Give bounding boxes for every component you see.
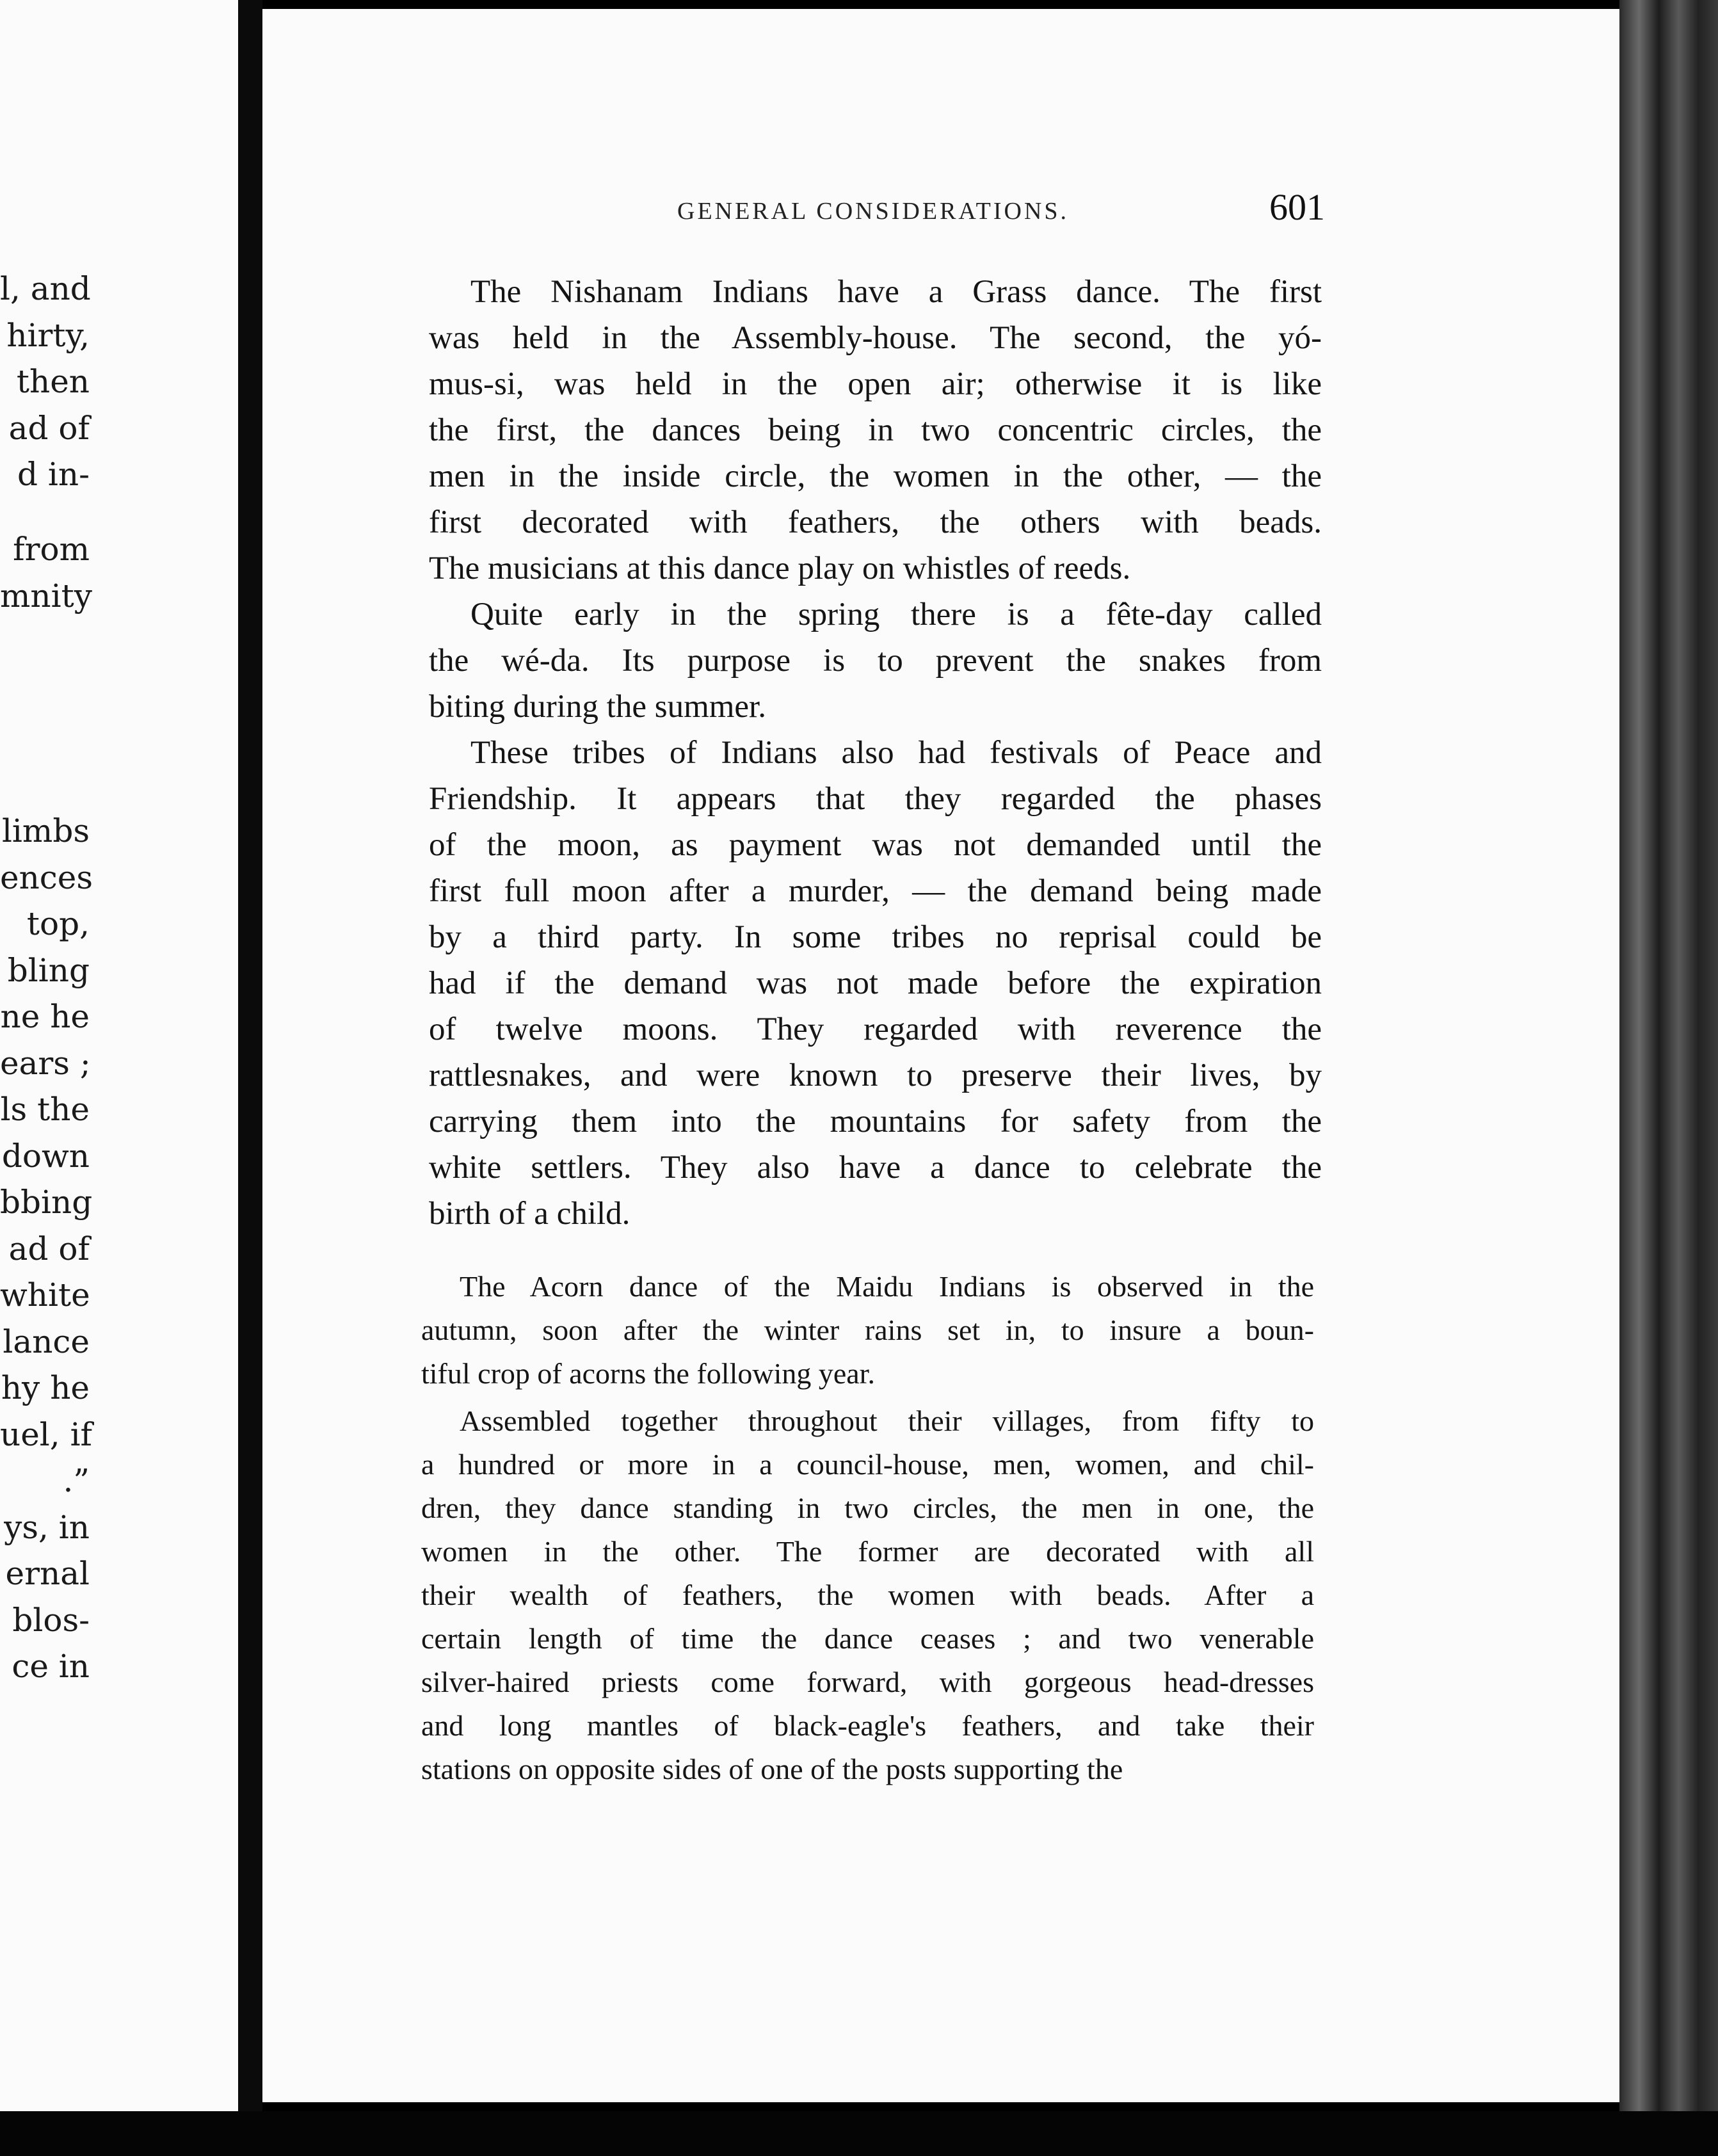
text-line: by a third party. In some tribes no reprisal could be (429, 919, 1322, 955)
left-fragment-line: ne he (0, 998, 90, 1035)
left-fragment-line: ls the (0, 1091, 90, 1128)
left-fragment-line: uel, if (0, 1415, 93, 1453)
text-line: of the moon, as payment was not demanded until the (429, 827, 1322, 863)
text-line: Quite early in the spring there is a fête-day called (470, 597, 1322, 632)
text-line: women in the other. The former are decorated with all (421, 1535, 1314, 1568)
text-line: The musicians at this dance play on whistles of reeds. (429, 551, 1131, 586)
text-line: rattlesnakes, and were known to preserve their lives, by (429, 1058, 1322, 1093)
paragraph (421, 1265, 1314, 1396)
text-line: a hundred or more in a council-house, men, women, and chil- (421, 1448, 1314, 1481)
left-fragment-line: .” (63, 1462, 90, 1499)
body-text-large (429, 269, 1322, 1237)
left-fragment-line: white (0, 1276, 90, 1314)
text-line: Friendship. It appears that they regarded the phases (429, 781, 1322, 817)
text-line: the wé-da. Its purpose is to prevent the snakes from (429, 643, 1322, 679)
text-line: autumn, soon after the winter rains set in, to insure a boun- (421, 1314, 1314, 1346)
paragraph (429, 591, 1322, 730)
paragraph (429, 730, 1322, 1237)
left-fragment-line: mnity (0, 577, 92, 615)
text-line: of twelve moons. They regarded with reverence the (429, 1011, 1322, 1047)
text-line: tiful crop of acorns the following year. (421, 1357, 875, 1390)
text-line: These tribes of Indians also had festivals of Peace and (470, 735, 1322, 771)
left-fragment-line: ad of (8, 1230, 90, 1267)
text-line: and long mantles of black-eagle's feathers, and take their (421, 1709, 1314, 1742)
text-line: The Acorn dance of the Maidu Indians is observed in the (460, 1270, 1314, 1303)
left-page (0, 0, 238, 2132)
left-fragments-1 (0, 266, 90, 498)
text-line: the first, the dances being in two concentric circles, the (429, 412, 1322, 448)
book-gutter (238, 0, 262, 2156)
text-line: Assembled together throughout their villages, from fifty to (460, 1404, 1314, 1437)
text-line: first decorated with feathers, the others with beads. (429, 504, 1322, 540)
left-fragment-line: d in- (17, 456, 90, 493)
left-fragments-2 (0, 526, 90, 619)
text-line: biting during the summer. (429, 689, 766, 725)
text-line: their wealth of feathers, the women with beads. After a (421, 1579, 1314, 1611)
text-line: silver-haired priests come forward, with gorgeous head-dresses (421, 1666, 1314, 1698)
left-fragment-line: ears ; (0, 1044, 91, 1082)
paragraph (421, 1399, 1314, 1791)
left-fragment-line: ce in (12, 1648, 90, 1685)
page-header (416, 186, 1325, 237)
book-edge (1619, 0, 1718, 2156)
body-text-small (421, 1265, 1314, 1795)
text-line: men in the inside circle, the women in the other, — the (429, 458, 1322, 494)
left-fragment-line: ad of (8, 409, 90, 447)
left-fragment-line: lance (3, 1323, 90, 1360)
left-fragment-line: ernal (5, 1555, 90, 1592)
left-fragment-line: l, and (0, 270, 91, 307)
page-number: 601 (1269, 186, 1325, 228)
running-head: GENERAL CONSIDERATIONS. (677, 198, 1070, 225)
left-fragments-3 (0, 808, 93, 1690)
text-line: was held in the Assembly-house. The second, the yó- (429, 320, 1322, 356)
left-fragment-line: bling (7, 951, 90, 989)
left-fragment-line: from (13, 531, 90, 568)
left-fragment-line: bbing (0, 1184, 93, 1221)
left-fragment-line: then (16, 363, 90, 400)
text-line: white settlers. They also have a dance to celebrate the (429, 1150, 1322, 1186)
text-line: had if the demand was not made before the expiration (429, 965, 1322, 1001)
text-line: The Nishanam Indians have a Grass dance. The first (470, 274, 1322, 310)
bottom-edge (0, 2111, 1718, 2156)
left-fragment-line: ences (0, 858, 93, 896)
text-line: dren, they dance standing in two circles, the men in one, the (421, 1492, 1314, 1524)
left-fragment-line: ys, in (4, 1508, 90, 1546)
paragraph (429, 269, 1322, 591)
text-line: birth of a child. (429, 1196, 630, 1232)
left-fragment-line: hy he (1, 1369, 90, 1406)
text-line: stations on opposite sides of one of the posts supporting the (421, 1753, 1123, 1785)
left-fragment-line: top, (26, 905, 90, 942)
text-line: mus-si, was held in the open air; otherwise it is like (429, 366, 1322, 402)
left-fragment-line: down (1, 1137, 90, 1175)
left-fragment-line: hirty, (6, 316, 90, 354)
text-line: carrying them into the mountains for safety from the (429, 1104, 1322, 1139)
text-line: first full moon after a murder, — the demand being made (429, 873, 1322, 909)
left-fragment-line: limbs (1, 812, 90, 849)
left-fragment-line: blos- (12, 1601, 90, 1639)
text-line: certain length of time the dance ceases ; and two venerable (421, 1622, 1314, 1655)
